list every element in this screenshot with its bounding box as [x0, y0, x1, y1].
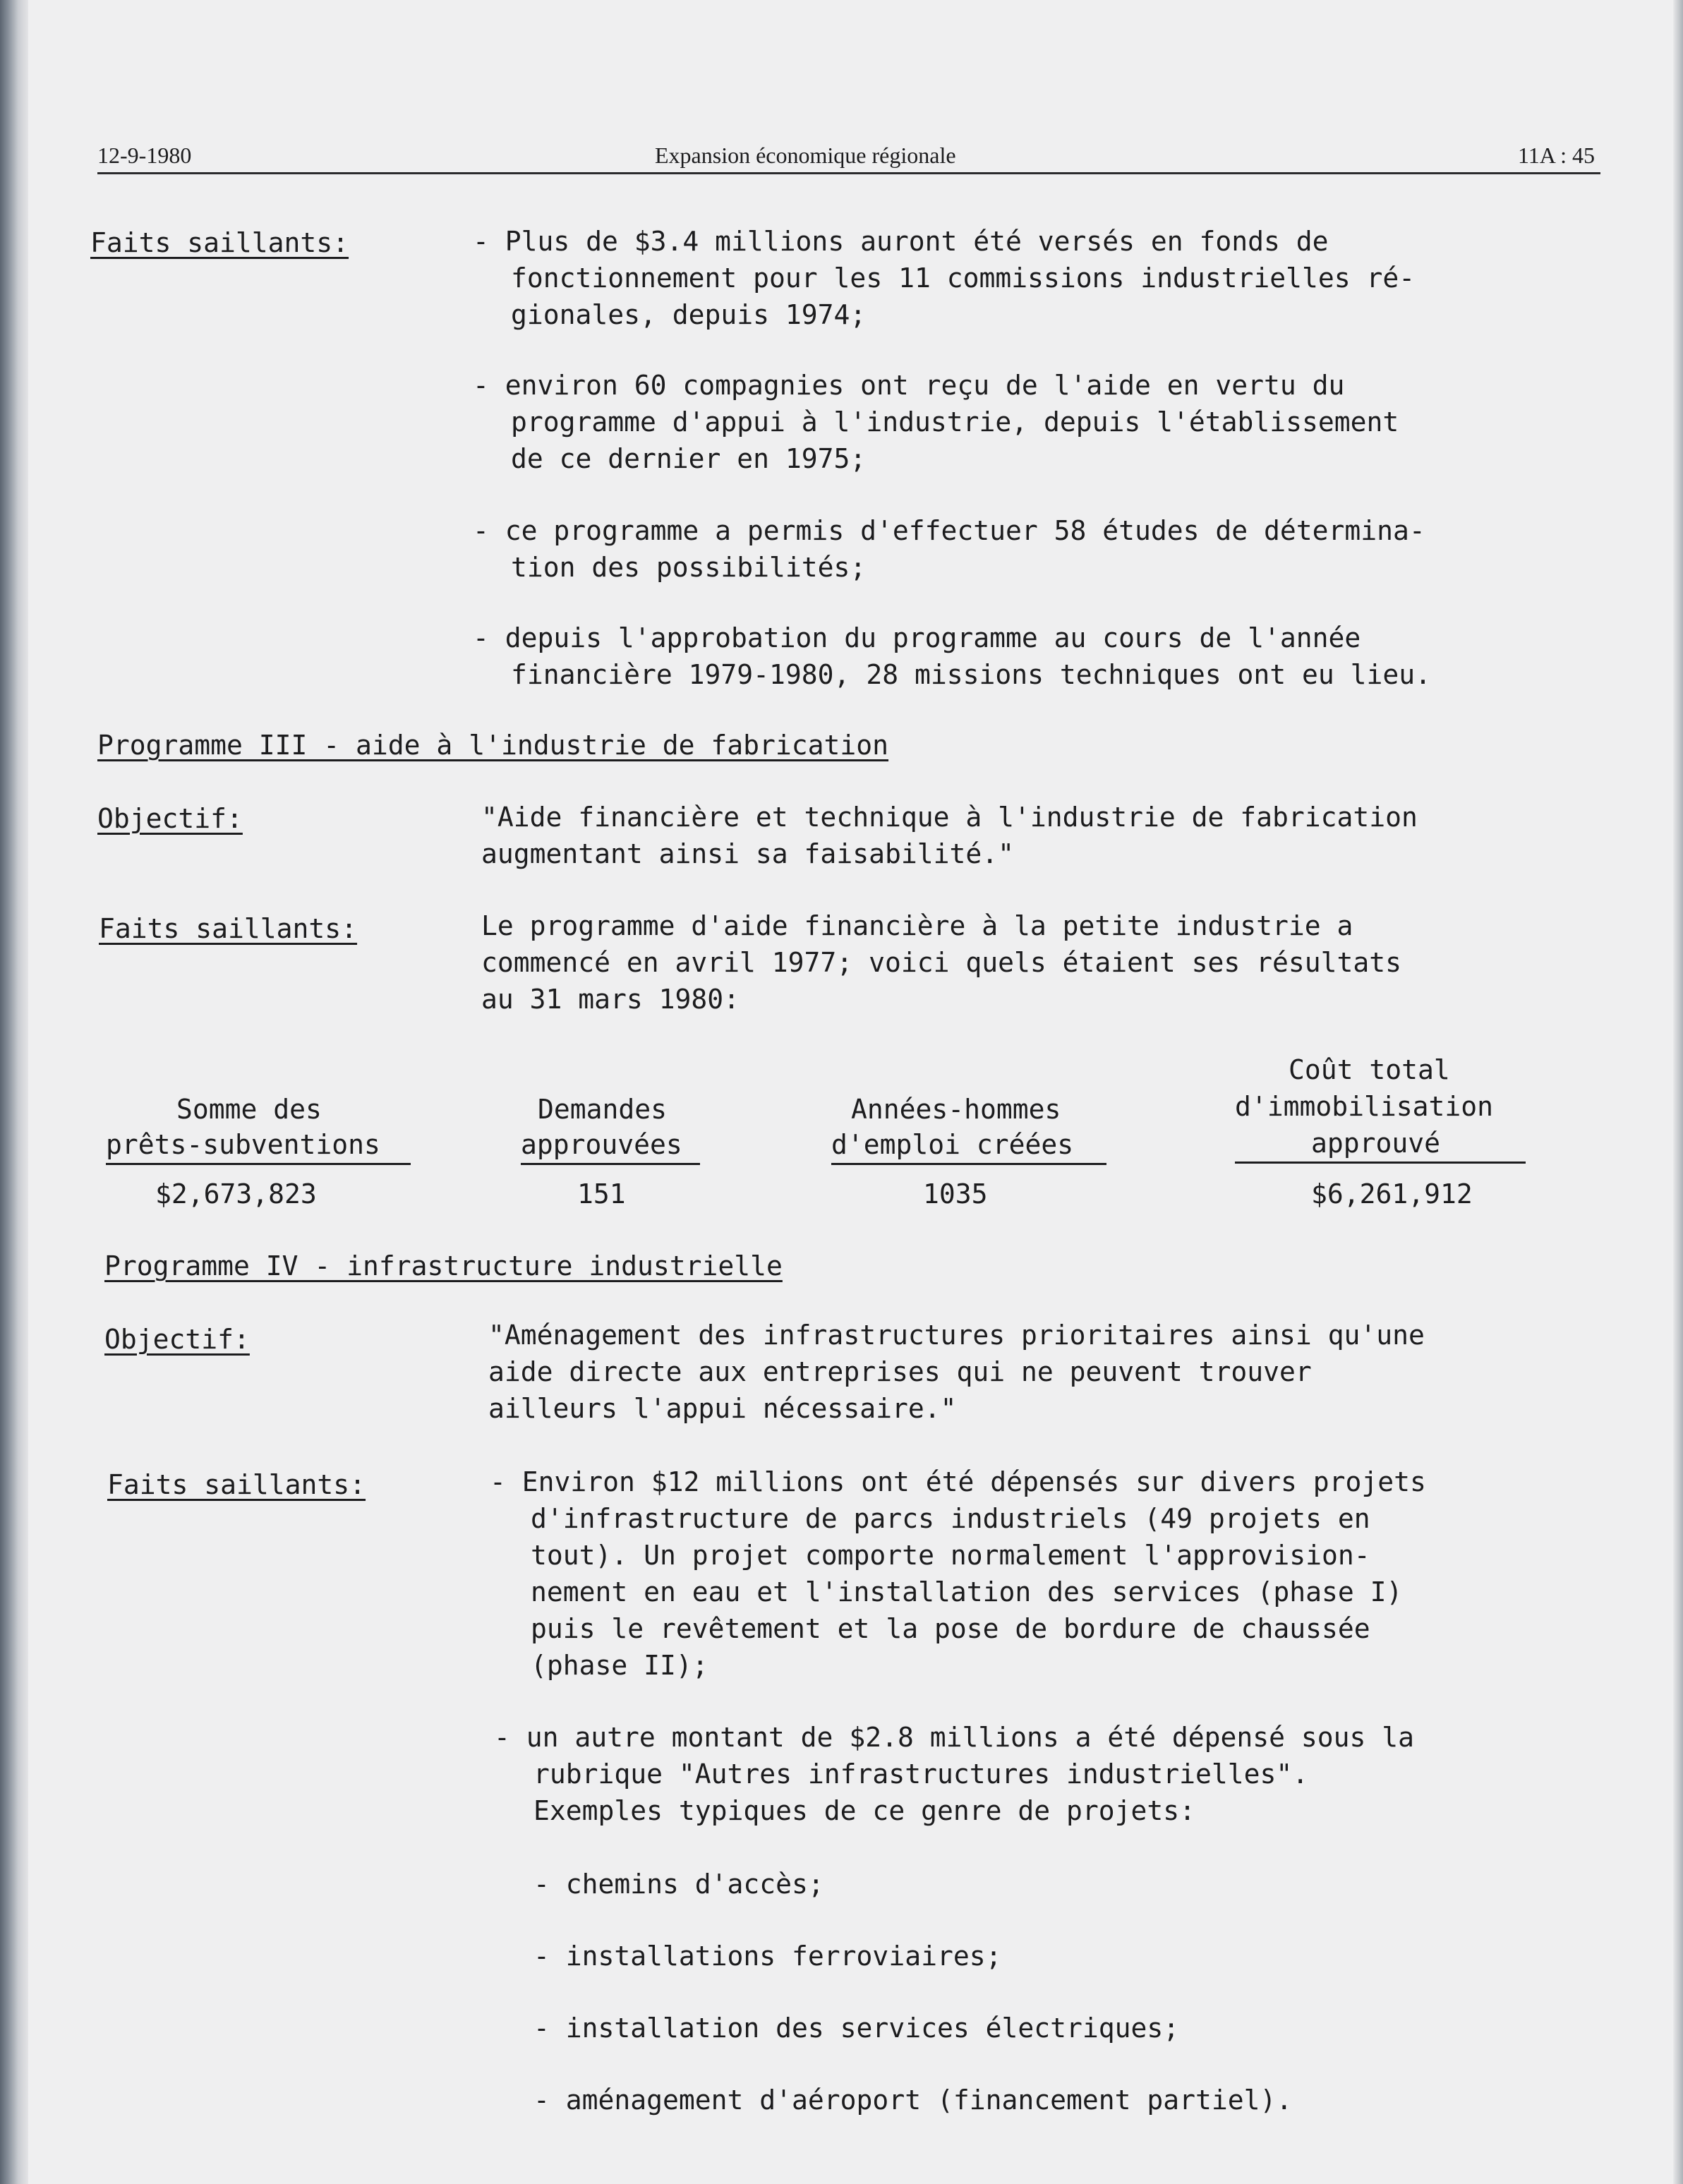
highlights-label: Faits saillants:: [90, 227, 349, 258]
example-item: - aménagement d'aéroport (financement partiel).: [533, 2085, 1293, 2116]
example-item: - chemins d'accès;: [533, 1869, 824, 1900]
highlights-label: Faits saillants:: [99, 913, 358, 944]
objective-line: augmentant ainsi sa faisabilité.": [481, 838, 1014, 869]
highlights-line: commencé en avril 1977; voici quels étaient ses résultats: [481, 947, 1402, 978]
binding-edge: [0, 0, 28, 2184]
highlights-label: Faits saillants:: [107, 1469, 366, 1500]
objective-line: "Aménagement des infrastructures prioritaires ainsi qu'une: [488, 1320, 1425, 1351]
header-title: Expansion économique régionale: [655, 143, 956, 168]
column-header: Années-hommes: [851, 1094, 1061, 1125]
page-edge: [1673, 0, 1683, 2184]
example-item: - installation des services électriques;: [533, 2013, 1180, 2044]
bullet-line: gionales, depuis 1974;: [511, 299, 867, 330]
column-header: Somme des: [176, 1094, 322, 1125]
running-header: [97, 141, 1600, 174]
bullet-line: - depuis l'approbation du programme au cours de l'année: [473, 622, 1361, 653]
column-header: prêts-subventions: [106, 1129, 380, 1160]
column-header: Coût total: [1289, 1054, 1450, 1085]
objective-line: aide directe aux entreprises qui ne peuvent trouver: [488, 1356, 1312, 1387]
bullet-line: - Plus de $3.4 millions auront été versés en fonds de: [473, 226, 1329, 257]
example-item: - installations ferroviaires;: [533, 1941, 1002, 1972]
header-page-ref: 11A : 45: [1517, 143, 1595, 168]
bullet-line: de ce dernier en 1975;: [511, 443, 867, 474]
bullet-line: fonctionnement pour les 11 commissions industrielles ré-: [511, 263, 1416, 294]
table-cell: 1035: [923, 1178, 988, 1209]
objective-line: "Aide financière et technique à l'industrie de fabrication: [481, 802, 1418, 833]
table-cell: $2,673,823: [155, 1178, 317, 1209]
objective-label: Objectif:: [97, 803, 243, 834]
highlights-line: Le programme d'aide financière à la petite industrie a: [481, 910, 1353, 941]
bullet-line: financière 1979-1980, 28 missions techniques ont eu lieu.: [511, 659, 1432, 690]
column-header: d'immobilisation: [1235, 1091, 1494, 1122]
bullet-line: - Environ $12 millions ont été dépensés sur divers projets: [490, 1466, 1426, 1497]
bullet-line: programme d'appui à l'industrie, depuis l'établissement: [511, 406, 1399, 438]
bullet-line: Exemples typiques de ce genre de projets:: [533, 1795, 1195, 1826]
column-header: approuvé: [1311, 1128, 1441, 1159]
column-underline: [106, 1163, 411, 1165]
column-underline: [831, 1163, 1106, 1165]
bullet-line: - un autre montant de $2.8 millions a été dépensé sous la: [494, 1722, 1415, 1753]
column-underline: [1235, 1162, 1526, 1164]
objective-line: ailleurs l'appui nécessaire.": [488, 1393, 957, 1424]
bullet-line: tion des possibilités;: [511, 552, 867, 583]
column-header: Demandes: [538, 1094, 668, 1125]
objective-label: Objectif:: [104, 1324, 250, 1355]
table-cell: 151: [577, 1178, 626, 1209]
header-date: 12-9-1980: [97, 143, 192, 168]
bullet-line: puis le revêtement et la pose de bordure de chaussée: [531, 1613, 1370, 1644]
bullet-line: rubrique "Autres infrastructures industrielles".: [533, 1758, 1309, 1790]
column-header: approuvées: [521, 1129, 682, 1160]
program-4-heading: Programme IV - infrastructure industrielle: [104, 1250, 783, 1281]
highlights-line: au 31 mars 1980:: [481, 984, 740, 1015]
bullet-line: (phase II);: [531, 1650, 708, 1681]
column-underline: [521, 1163, 700, 1165]
table-cell: $6,261,912: [1311, 1178, 1473, 1209]
bullet-line: - environ 60 compagnies ont reçu de l'aide en vertu du: [473, 370, 1345, 401]
bullet-line: nement en eau et l'installation des services (phase I): [531, 1576, 1403, 1607]
column-header: d'emploi créées: [831, 1129, 1074, 1160]
bullet-line: tout). Un projet comporte normalement l'approvision-: [531, 1540, 1370, 1571]
bullet-line: d'infrastructure de parcs industriels (49 projets en: [531, 1503, 1370, 1534]
bullet-line: - ce programme a permis d'effectuer 58 études de détermina-: [473, 515, 1425, 546]
program-3-heading: Programme III - aide à l'industrie de fabrication: [97, 730, 889, 761]
